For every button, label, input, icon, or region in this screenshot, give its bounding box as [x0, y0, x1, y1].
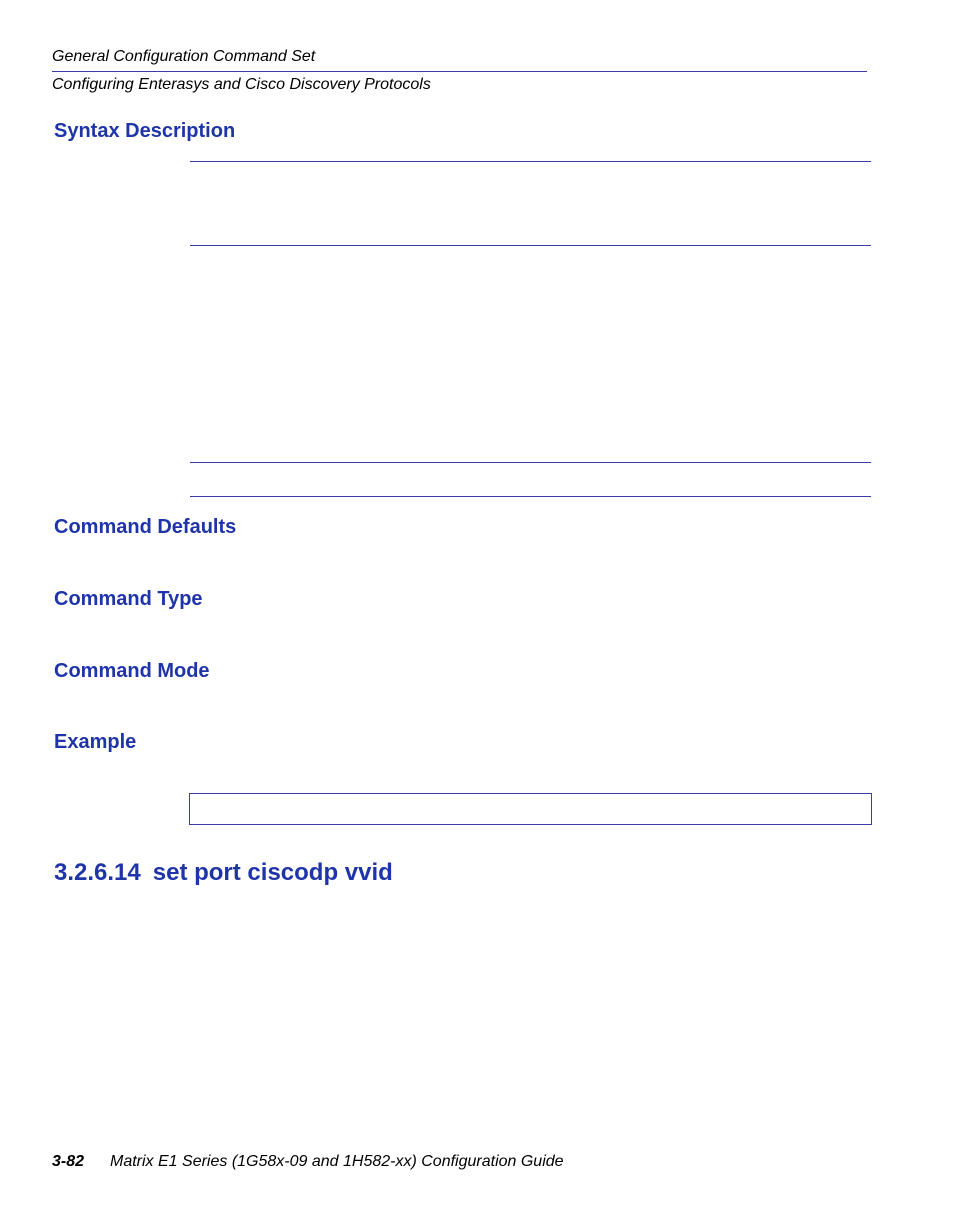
table-rule-bottom — [190, 496, 871, 497]
heading-example: Example — [54, 731, 137, 753]
table-rule-row1 — [190, 245, 871, 246]
section-number: 3.2.6.14 — [54, 859, 141, 886]
header-section: Configuring Enterasys and Cisco Discovery Protocols — [52, 76, 431, 93]
header-chapter: General Configuration Command Set — [52, 48, 316, 65]
heading-syntax-description: Syntax Description — [54, 120, 236, 142]
table-rule-top — [190, 161, 871, 162]
heading-command-defaults: Command Defaults — [54, 516, 237, 538]
section-title — [54, 859, 393, 887]
heading-command-type: Command Type — [54, 588, 203, 610]
example-code-box — [189, 793, 872, 825]
heading-command-mode: Command Mode — [54, 660, 210, 682]
table-rule-row2 — [190, 462, 871, 463]
section-name: set port ciscodp vvid — [152, 859, 393, 886]
footer-guide-title: Matrix E1 Series (1G58x-09 and 1H582-xx) Configuration Guide — [110, 1153, 564, 1170]
header-rule — [52, 71, 867, 72]
footer-page-number: 3-82 — [52, 1153, 85, 1170]
